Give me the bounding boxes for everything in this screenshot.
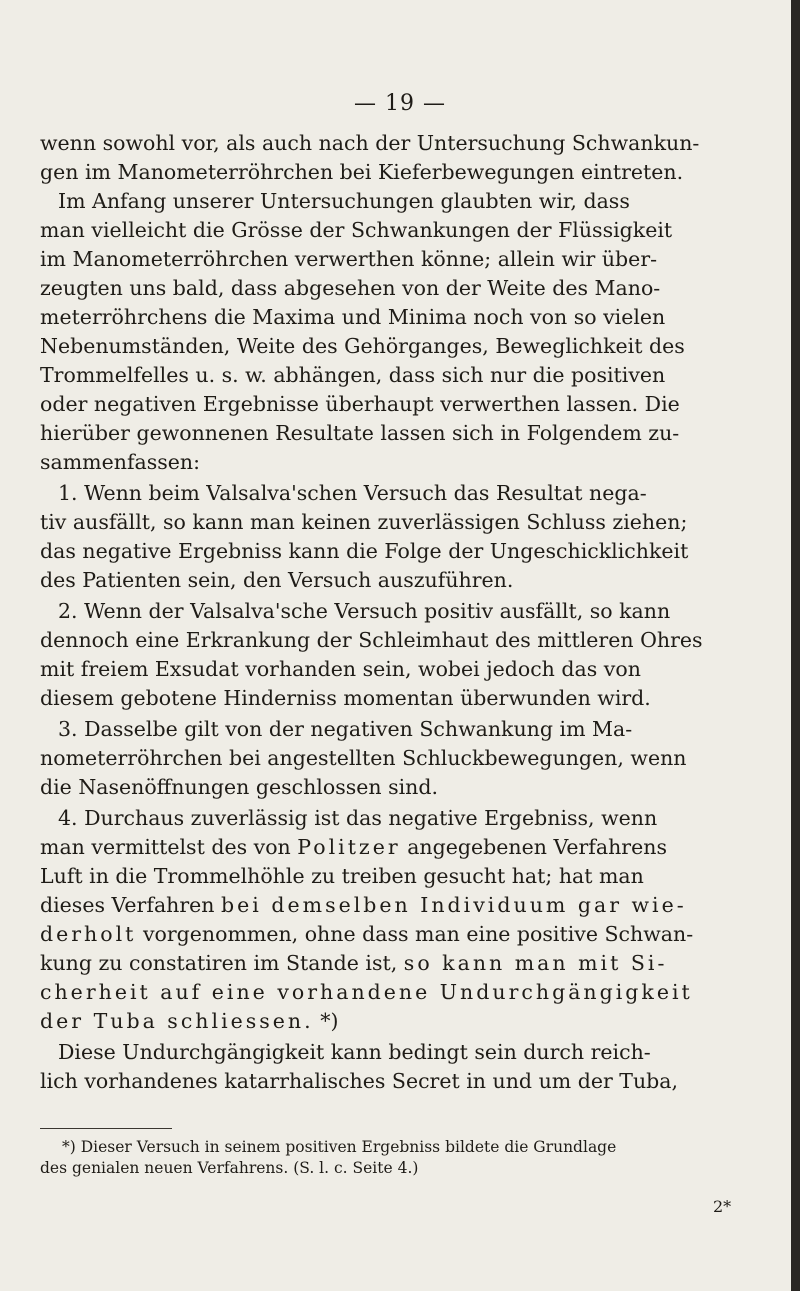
text-line: dennoch eine Erkrankung der Schleimhaut des mittleren Ohres — [40, 628, 703, 652]
text-line: nometerröhrchen bei angestellten Schluckbewegungen, wenn — [40, 746, 687, 770]
text-line: sammenfassen: — [40, 450, 201, 474]
text-line: meterröhrchens die Maxima und Minima noch von so vielen — [40, 305, 666, 329]
text-line: lich vorhandenes katarrhalisches Secret in und um der Tuba, — [40, 1069, 679, 1093]
list-item-3: 3. Dasselbe gilt von der negativen Schwankung im Ma- — [58, 717, 633, 741]
text-line: gen im Manometerröhrchen bei Kieferbewegungen eintreten. — [40, 160, 684, 184]
text-line: oder negativen Ergebnisse überhaupt verwerthen lassen. Die — [40, 392, 680, 416]
text-line: Diese Undurchgängigkeit kann bedingt sein durch reich- — [58, 1040, 651, 1064]
text-line — [40, 892, 687, 918]
footnote-line: *) Dieser Versuch in seinem positiven Ergebniss bildete die Grundlage — [62, 1138, 617, 1156]
list-item-2: 2. Wenn der Valsalva'sche Versuch positiv ausfällt, so kann — [58, 599, 671, 623]
text-line: Im Anfang unserer Untersuchungen glaubten wir, dass — [58, 189, 630, 213]
text-line: des Patienten sein, den Versuch auszuführen. — [40, 568, 514, 592]
spaced-emphasis: derholt — [40, 922, 137, 946]
text-line: tiv ausfällt, so kann man keinen zuverlässigen Schluss ziehen; — [40, 510, 688, 534]
spaced-emphasis: bei demselben Individuum gar wie- — [221, 893, 687, 917]
text-line: Trommelfelles u. s. w. abhängen, dass sich nur die positiven — [40, 363, 666, 387]
text-segment: man vermittelst des von — [40, 835, 291, 859]
text-line: mit freiem Exsudat vorhanden sein, wobei jedoch das von — [40, 657, 641, 681]
text-line — [40, 950, 667, 976]
text-line — [40, 834, 667, 860]
text-line: Luft in die Trommelhöhle zu treiben gesucht hat; hat man — [40, 864, 644, 888]
text-segment: dieses Verfahren — [40, 893, 215, 917]
text-line — [40, 921, 693, 947]
text-line: im Manometerröhrchen verwerthen könne; allein wir über- — [40, 247, 658, 271]
page-number: — 19 — — [354, 91, 446, 116]
spaced-emphasis-line: cherheit auf eine vorhandene Undurchgängigkeit — [40, 980, 693, 1004]
text-segment: angegebenen Verfahrens — [407, 835, 667, 859]
list-item-1: 1. Wenn beim Valsalva'schen Versuch das Resultat nega- — [58, 481, 647, 505]
footnote-divider — [40, 1128, 172, 1129]
text-line: Nebenumständen, Weite des Gehörganges, Beweglichkeit des — [40, 334, 685, 358]
text-line: wenn sowohl vor, als auch nach der Untersuchung Schwankun- — [40, 131, 700, 155]
list-item-4: 4. Durchaus zuverlässig ist das negative Ergebniss, wenn — [58, 806, 658, 830]
text-line: zeugten uns bald, dass abgesehen von der Weite des Mano- — [40, 276, 661, 300]
text-line: hierüber gewonnenen Resultate lassen sich in Folgendem zu- — [40, 421, 680, 445]
text-segment: kung zu constatiren im Stande ist, — [40, 951, 398, 975]
footnote-line: des genialen neuen Verfahrens. (S. l. c. Seite 4.) — [40, 1159, 419, 1177]
signature-mark: 2* — [713, 1197, 732, 1216]
text-line: das negative Ergebniss kann die Folge der Ungeschicklichkeit — [40, 539, 689, 563]
text-line: diesem gebotene Hinderniss momentan überwunden wird. — [40, 686, 651, 710]
spaced-emphasis: so kann man mit Si- — [403, 951, 668, 975]
text-line — [40, 1008, 338, 1034]
text-line: die Nasenöffnungen geschlossen sind. — [40, 775, 438, 799]
page-edge — [791, 0, 800, 1291]
text-line: man vielleicht die Grösse der Schwankungen der Flüssigkeit — [40, 218, 673, 242]
footnote-marker: *) — [320, 1009, 339, 1033]
author-name: Politzer — [297, 835, 401, 859]
text-segment: vorgenommen, ohne dass man eine positive Schwan- — [142, 922, 694, 946]
spaced-emphasis: der Tuba schliessen. — [40, 1009, 314, 1033]
